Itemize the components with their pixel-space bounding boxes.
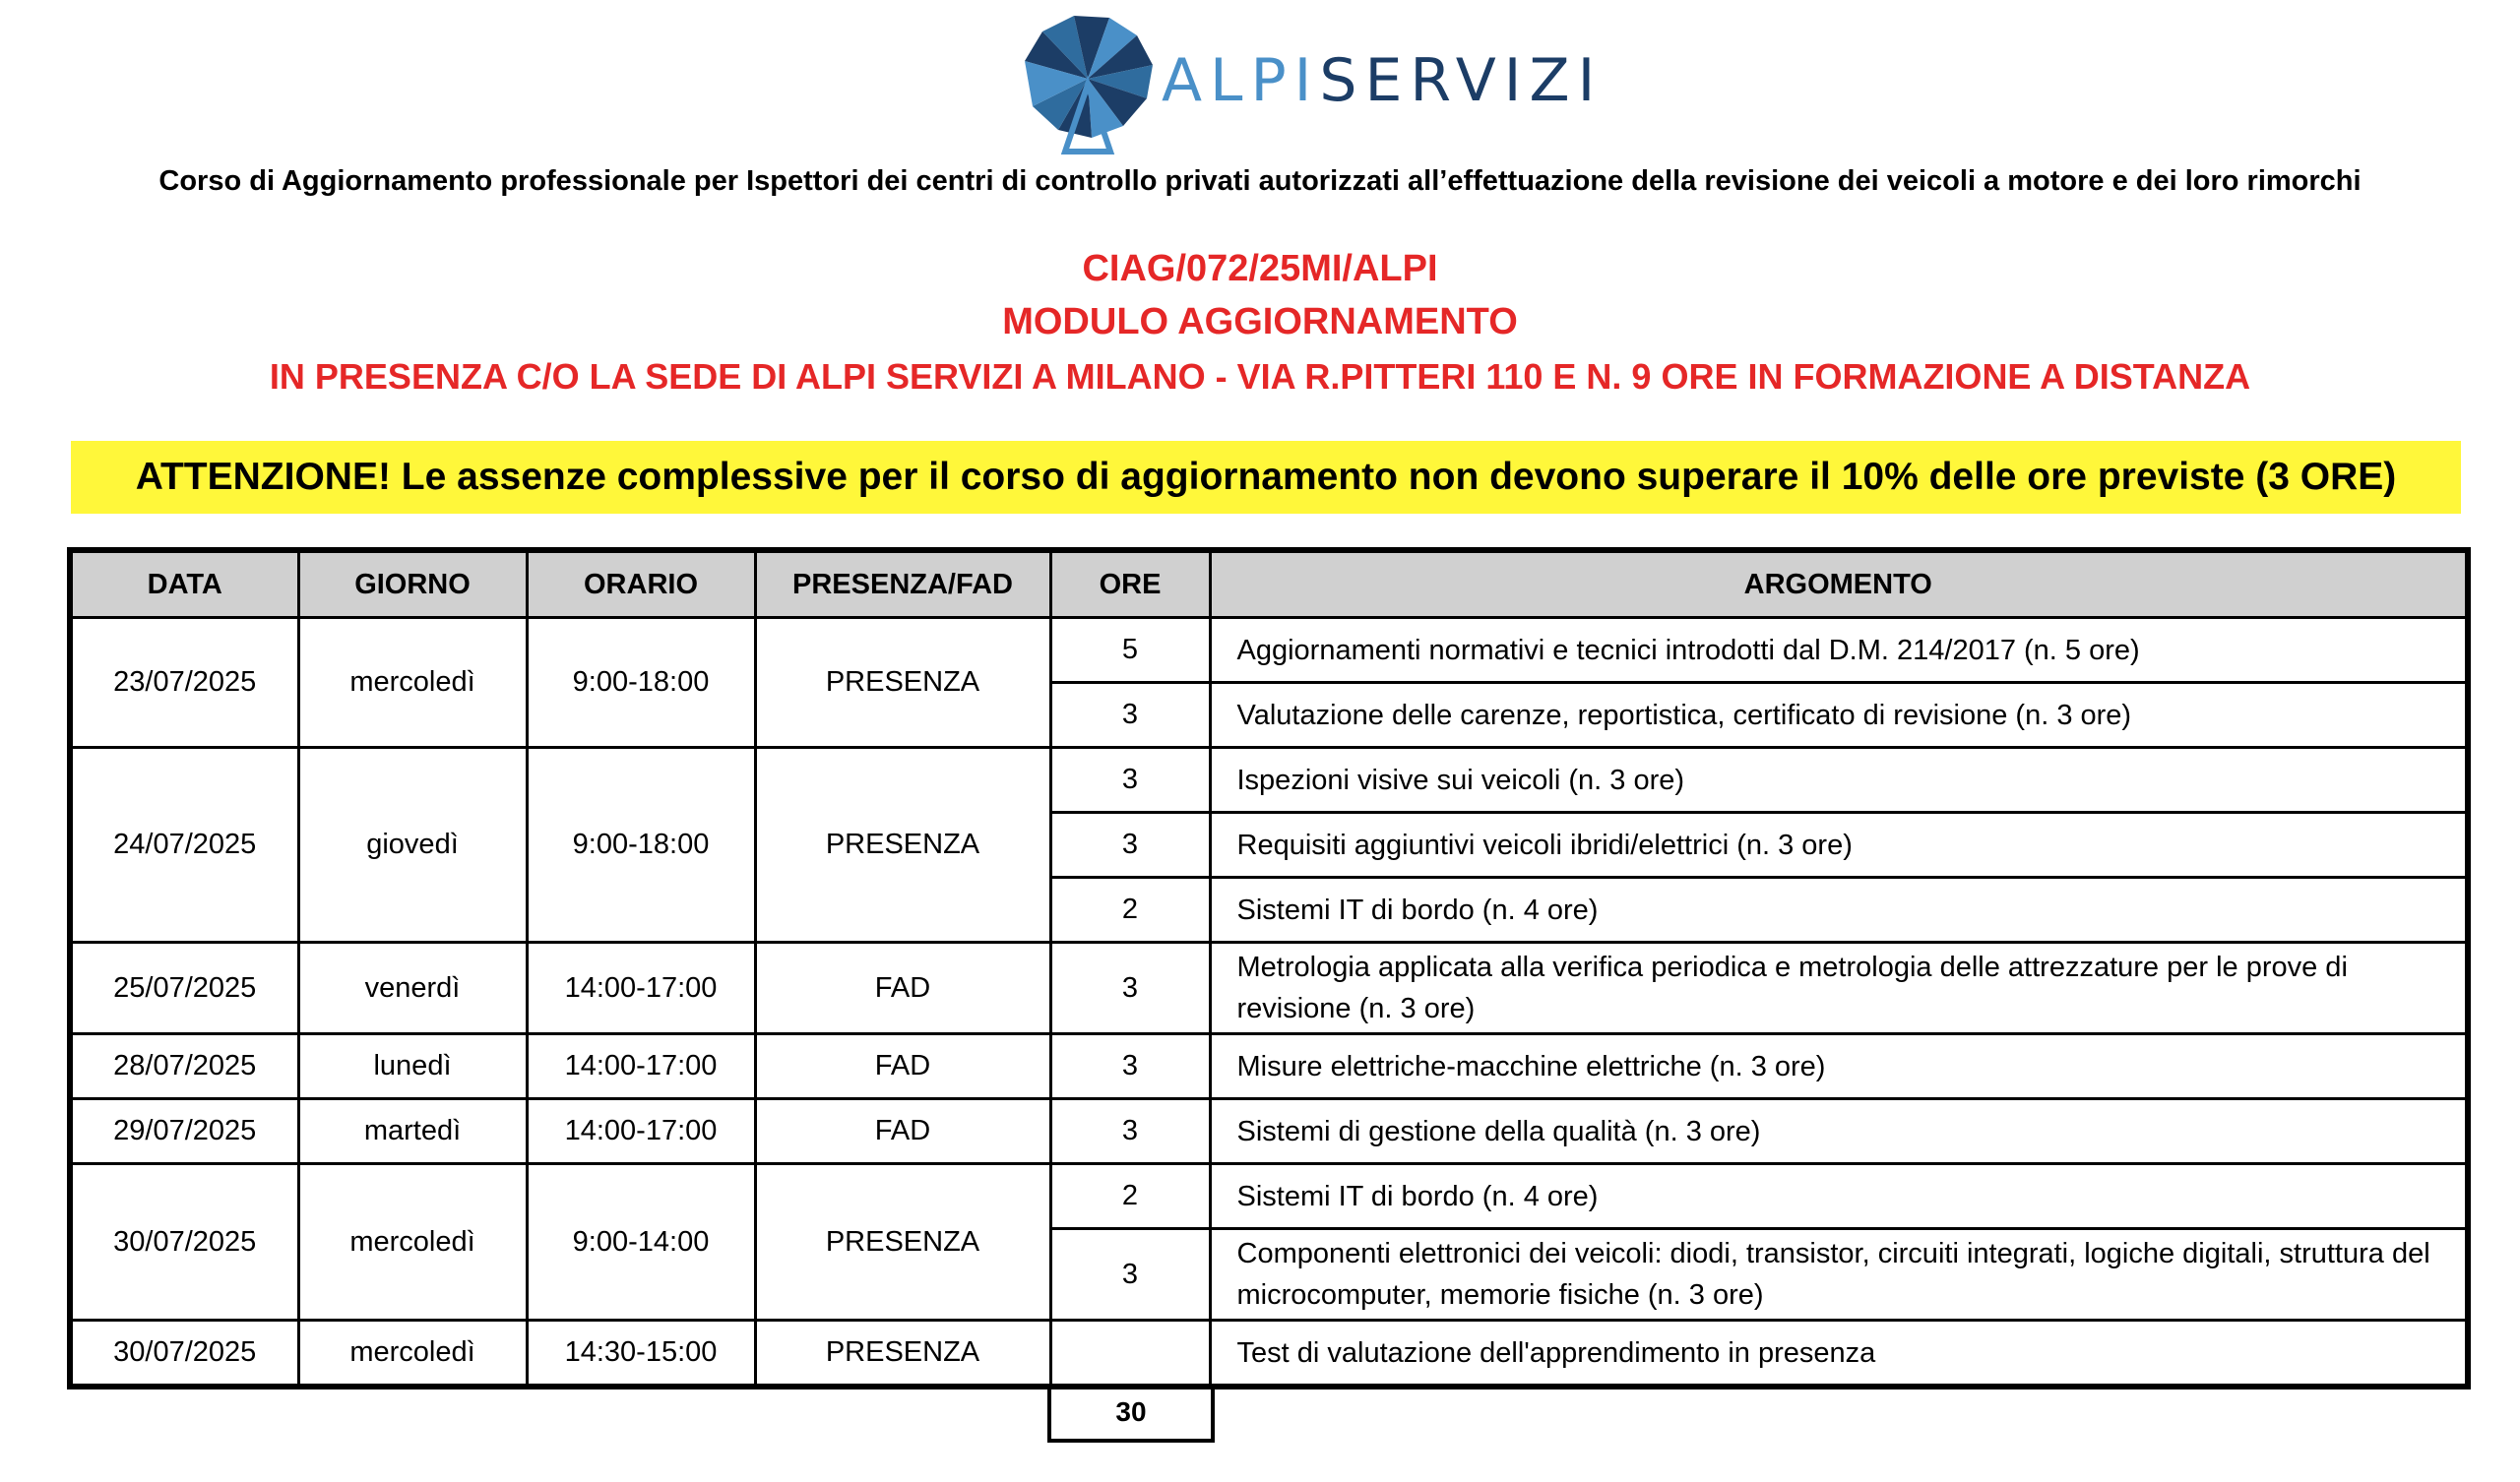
cell-mode: PRESENZA (755, 618, 1050, 748)
cell-day: venerdì (298, 943, 527, 1034)
cell-day: giovedì (298, 748, 527, 943)
cell-topic: Sistemi di gestione della qualità (n. 3 ore) (1210, 1099, 2468, 1164)
cell-topic: Aggiornamenti normativi e tecnici introdotti dal D.M. 214/2017 (n. 5 ore) (1210, 618, 2468, 683)
brand-name (1162, 46, 1604, 115)
attendance-warning: ATTENZIONE! Le assenze complessive per il corso di aggiornamento non devono superare il 10% delle ore previste (3 ORE) (71, 441, 2461, 514)
cell-day: mercoledì (298, 1321, 527, 1388)
cell-topic: Misure elettriche-macchine elettriche (n. 3 ore) (1210, 1034, 2468, 1099)
cell-topic: Sistemi IT di bordo (n. 4 ore) (1210, 1164, 2468, 1229)
cell-topic: Sistemi IT di bordo (n. 4 ore) (1210, 878, 2468, 943)
cell-day: lunedì (298, 1034, 527, 1099)
cell-hours: 3 (1050, 748, 1210, 813)
header-argomento: ARGOMENTO (1210, 550, 2468, 618)
cell-date: 25/07/2025 (70, 943, 298, 1034)
table-header-row (70, 550, 2468, 618)
cell-date: 28/07/2025 (70, 1034, 298, 1099)
cell-day: mercoledì (298, 618, 527, 748)
cell-time: 9:00-18:00 (527, 618, 755, 748)
cell-time: 14:00-17:00 (527, 1099, 755, 1164)
brand-alpi: ALPI (1162, 46, 1320, 115)
cell-hours: 5 (1050, 618, 1210, 683)
cell-time: 14:00-17:00 (527, 1034, 755, 1099)
cell-day: mercoledì (298, 1164, 527, 1321)
cell-date: 29/07/2025 (70, 1099, 298, 1164)
header-giorno: GIORNO (298, 550, 527, 618)
course-module: MODULO AGGIORNAMENTO (1002, 301, 1518, 342)
cell-hours: 3 (1050, 1099, 1210, 1164)
umbrella-logo-icon (1014, 14, 1162, 161)
schedule-table (67, 547, 2471, 1389)
table-row (70, 618, 2468, 683)
cell-time: 14:30-15:00 (527, 1321, 755, 1388)
brand-servizi: SERVIZI (1319, 46, 1604, 115)
cell-hours: 3 (1050, 683, 1210, 748)
table-row (70, 1099, 2468, 1164)
course-location: IN PRESENZA C/O LA SEDE DI ALPI SERVIZI A MILANO - VIA R.PITTERI 110 E N. 9 ORE IN FORMAZIONE A DISTANZA (269, 356, 2251, 397)
cell-hours: 3 (1050, 1034, 1210, 1099)
header-ore: ORE (1050, 550, 1210, 618)
cell-date: 24/07/2025 (70, 748, 298, 943)
cell-hours: 3 (1050, 943, 1210, 1034)
cell-topic: Componenti elettronici dei veicoli: diodi, transistor, circuiti integrati, logiche digitali, struttura del microcomputer, memorie fisiche (n. 3 ore) (1210, 1229, 2468, 1321)
cell-mode: FAD (755, 943, 1050, 1034)
cell-topic: Requisiti aggiuntivi veicoli ibridi/elettrici (n. 3 ore) (1210, 813, 2468, 878)
cell-hours: 3 (1050, 813, 1210, 878)
cell-mode: PRESENZA (755, 748, 1050, 943)
cell-time: 14:00-17:00 (527, 943, 755, 1034)
header-orario: ORARIO (527, 550, 755, 618)
cell-mode: PRESENZA (755, 1321, 1050, 1388)
cell-mode: FAD (755, 1099, 1050, 1164)
cell-topic: Test di valutazione dell'apprendimento in presenza (1210, 1321, 2468, 1388)
cell-hours: 2 (1050, 878, 1210, 943)
cell-hours: 2 (1050, 1164, 1210, 1229)
table-row (70, 1034, 2468, 1099)
course-subtitle: Corso di Aggiornamento professionale per Ispettori dei centri di controllo privati autorizzati all’effettuazione della revisione dei veicoli a motore e dei loro rimorchi (158, 165, 2362, 197)
table-row (70, 943, 2468, 1034)
cell-hours (1050, 1321, 1210, 1388)
cell-date: 23/07/2025 (70, 618, 298, 748)
header-presenza-fad: PRESENZA/FAD (755, 550, 1050, 618)
cell-mode: PRESENZA (755, 1164, 1050, 1321)
table-row (70, 1321, 2468, 1388)
cell-date: 30/07/2025 (70, 1164, 298, 1321)
course-code: CIAG/072/25MI/ALPI (1082, 248, 1438, 289)
cell-time: 9:00-14:00 (527, 1164, 755, 1321)
table-row (70, 748, 2468, 813)
cell-date: 30/07/2025 (70, 1321, 298, 1388)
cell-topic: Valutazione delle carenze, reportistica, certificato di revisione (n. 3 ore) (1210, 683, 2468, 748)
total-hours: 30 (1047, 1386, 1215, 1443)
cell-day: martedì (298, 1099, 527, 1164)
table-row (70, 1164, 2468, 1229)
cell-time: 9:00-18:00 (527, 748, 755, 943)
cell-hours: 3 (1050, 1229, 1210, 1321)
cell-mode: FAD (755, 1034, 1050, 1099)
header-data: DATA (70, 550, 298, 618)
cell-topic: Ispezioni visive sui veicoli (n. 3 ore) (1210, 748, 2468, 813)
cell-topic: Metrologia applicata alla verifica periodica e metrologia delle attrezzature per le prove di revisione (n. 3 ore) (1210, 943, 2468, 1034)
